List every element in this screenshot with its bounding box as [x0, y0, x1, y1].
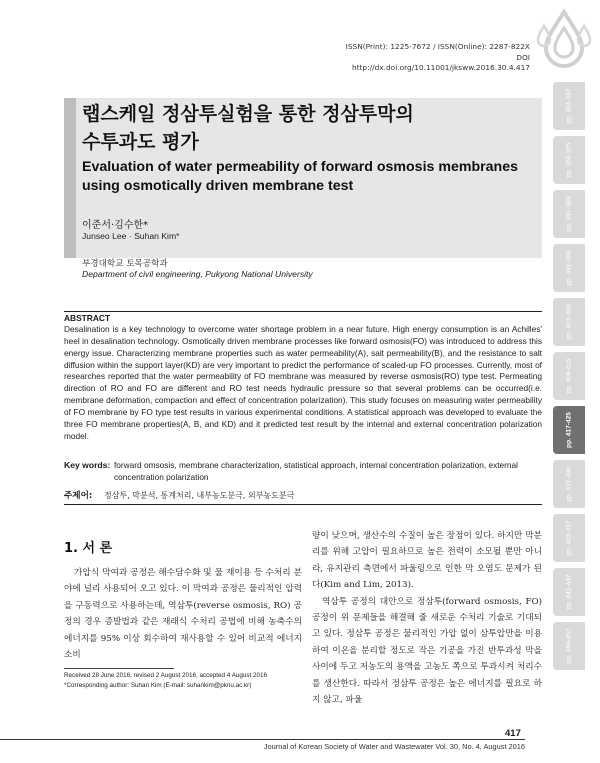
english-title-line-1: Evaluation of water permeability of forward osmosis membranes	[82, 159, 518, 175]
doi-line: DOI http://dx.doi.org/10.11001/jksww.2016.30.4.417	[351, 52, 530, 72]
issn-doi-block	[340, 42, 530, 74]
title-accent-bar	[64, 98, 76, 258]
side-tab-label: pp. 369-375	[565, 142, 573, 178]
abstract-bottom-rule	[64, 504, 542, 505]
side-tab[interactable]	[553, 352, 585, 400]
journal-citation: Journal of Korean Society of Water and Wastewater Vol. 30, No. 4, August 2016	[263, 742, 525, 751]
footnote-received: Received 28 June 2016, revised 2 August 2016, accepted 4 August 2016	[64, 672, 268, 679]
abstract-top-rule	[64, 311, 542, 312]
side-tab[interactable]	[553, 298, 585, 346]
left-paragraph: 가압식 막여과 공정은 해수담수화 및 물 재이용 등 수처리 분야에 널리 사용되어 오고 있다. 이 막여과 공정은 물리적인 압력을 구동력으로 사용하는데, 역삼투(reverse osmosis, RO) 공정의 경우 증발법과 같은 재래식 수처리 공법에 비해 농축수의 에너지를 95% 이상 회수하여 재사용할 수 있어 비교적 에너지 소비	[64, 568, 302, 661]
side-tab[interactable]	[553, 568, 585, 616]
korean-title-line-2: 수투과도 평가	[82, 131, 199, 153]
body-left-column	[64, 565, 302, 663]
side-tab-label: pp. 427-430	[565, 466, 573, 502]
side-tab-label: pp. 361-367	[565, 88, 573, 124]
page-number: 417	[505, 728, 521, 739]
side-tab-label: pp. 449-457	[565, 628, 573, 664]
issn-line: ISSN(Print): 1225-7672 / ISSN(Online): 2287-822X	[345, 42, 530, 51]
korean-keywords-label: 주제어:	[64, 491, 93, 501]
side-tab[interactable]	[553, 190, 585, 238]
side-tab[interactable]	[553, 514, 585, 562]
keywords-label: Key words:	[64, 460, 111, 470]
abstract-label: ABSTRACT	[64, 313, 111, 323]
side-tab-label: pp. 441-447	[565, 574, 573, 610]
side-tab-label: pp. 391-399	[565, 250, 573, 286]
side-tab-label: pp. 381-389	[565, 196, 573, 232]
side-tab-label: pp. 409-415	[565, 358, 573, 394]
authors-english: Junseo Lee · Suhan Kim*	[82, 231, 180, 241]
side-tab[interactable]	[553, 244, 585, 292]
footnote-corresponding: *Corresponding author: Suhan Kim (E-mail: suhankim@pknu.ac.kr)	[64, 682, 252, 689]
footer-rule	[0, 739, 525, 740]
footnote	[64, 671, 304, 691]
abstract-text: Desalination is a key technology to overcome water shortage problem in a near future. High energy consumption is an Achilles' heel in desalination technology. Osmotically driven membrane processes like forward osmosis(FO) was introduced to address this energy issue. Characterizing membrane properties such as water permeability(A), salt permeability(B), and the resistance to salt diffusion within the support layer(KD) are very important to predict the performance of scaled-up FO processes. Currently, most of researches reported that the water permeability of FO membrane was measured by reverse osmosis(RO) type test. Permeating direction of RO and FO are different and RO test needs hydraulic pressure so that several problems can be occurred(i.e. membrane deformation, compaction and effect of concentration polarization). This study focuses on measuring water permeability of FO membrane by FO type test results in various experimental conditions. A statistical approach was developed to evaluate the three FO membrane properties(A, B, and KD) and it predicted test result by the internal and external concentration polarization model.	[64, 324, 542, 441]
keywords-text: forward omsosis, membrane characterization, statistical approach, internal concentration polarization, external concentration polarization	[114, 460, 518, 482]
journal-logo-icon	[532, 6, 596, 70]
affiliation-english: Department of civil engineering, Pukyong National University	[82, 269, 313, 279]
english-title-line-2: using osmotically driven membrane test	[82, 178, 354, 194]
korean-title-line-1: 랩스케일 정삼투실험을 통한 정삼투막의	[82, 103, 414, 125]
section-heading: 1. 서 론	[64, 541, 113, 556]
korean-keywords-text: 정삼투, 막분석, 통계처리, 내부농도분극, 외부농도분극	[104, 491, 295, 500]
side-tab-label: pp. 417-425	[565, 412, 573, 448]
side-tab[interactable]	[553, 136, 585, 184]
right-paragraph-1: 량이 낮으며, 생산수의 수질이 높은 장점이 있다. 하지만 막분리를 위해 고압이 필요하므로 높은 전력이 소모될 뿐만 아니라, 유지관리 측면에서 파울링으로 인한 막 오염도 문제가 된다(Kim and Lim, 2013).	[312, 531, 542, 591]
side-page-tabs	[553, 82, 585, 682]
right-paragraph-2: 역삼투 공정의 대안으로 정삼투(forward osmosis, FO) 공정이 위 문제들을 해결해 줄 새로운 수처리 기술로 기대되고 있다. 정삼투 공정은 물리적인 가압 없이 삼투압만을 이용하여 이온을 분리할 정도로 작은 기공을 가진 반투과성 막을 사이에 두고 저농도의 용액을 고농도 쪽으로 투과시켜 처리수를 생산한다. 따라서 정삼투 공정은 높은 에너지를 필요로 하지 않고, 파울	[312, 596, 542, 706]
side-tab[interactable]	[553, 82, 585, 130]
side-tab-active[interactable]	[553, 406, 585, 454]
side-tab[interactable]	[553, 460, 585, 508]
footnote-rule	[64, 668, 174, 669]
side-tab[interactable]	[553, 622, 585, 670]
authors-korean: 이준서·김수한*	[82, 220, 149, 231]
korean-title	[82, 100, 502, 156]
body-right-column	[312, 528, 542, 708]
english-title	[82, 158, 532, 196]
side-tab-label: pp. 431-437	[565, 520, 573, 556]
side-tab-label: pp. 401-409	[565, 304, 573, 340]
affiliation-korean: 부경대학교 토목공학과	[82, 259, 168, 269]
